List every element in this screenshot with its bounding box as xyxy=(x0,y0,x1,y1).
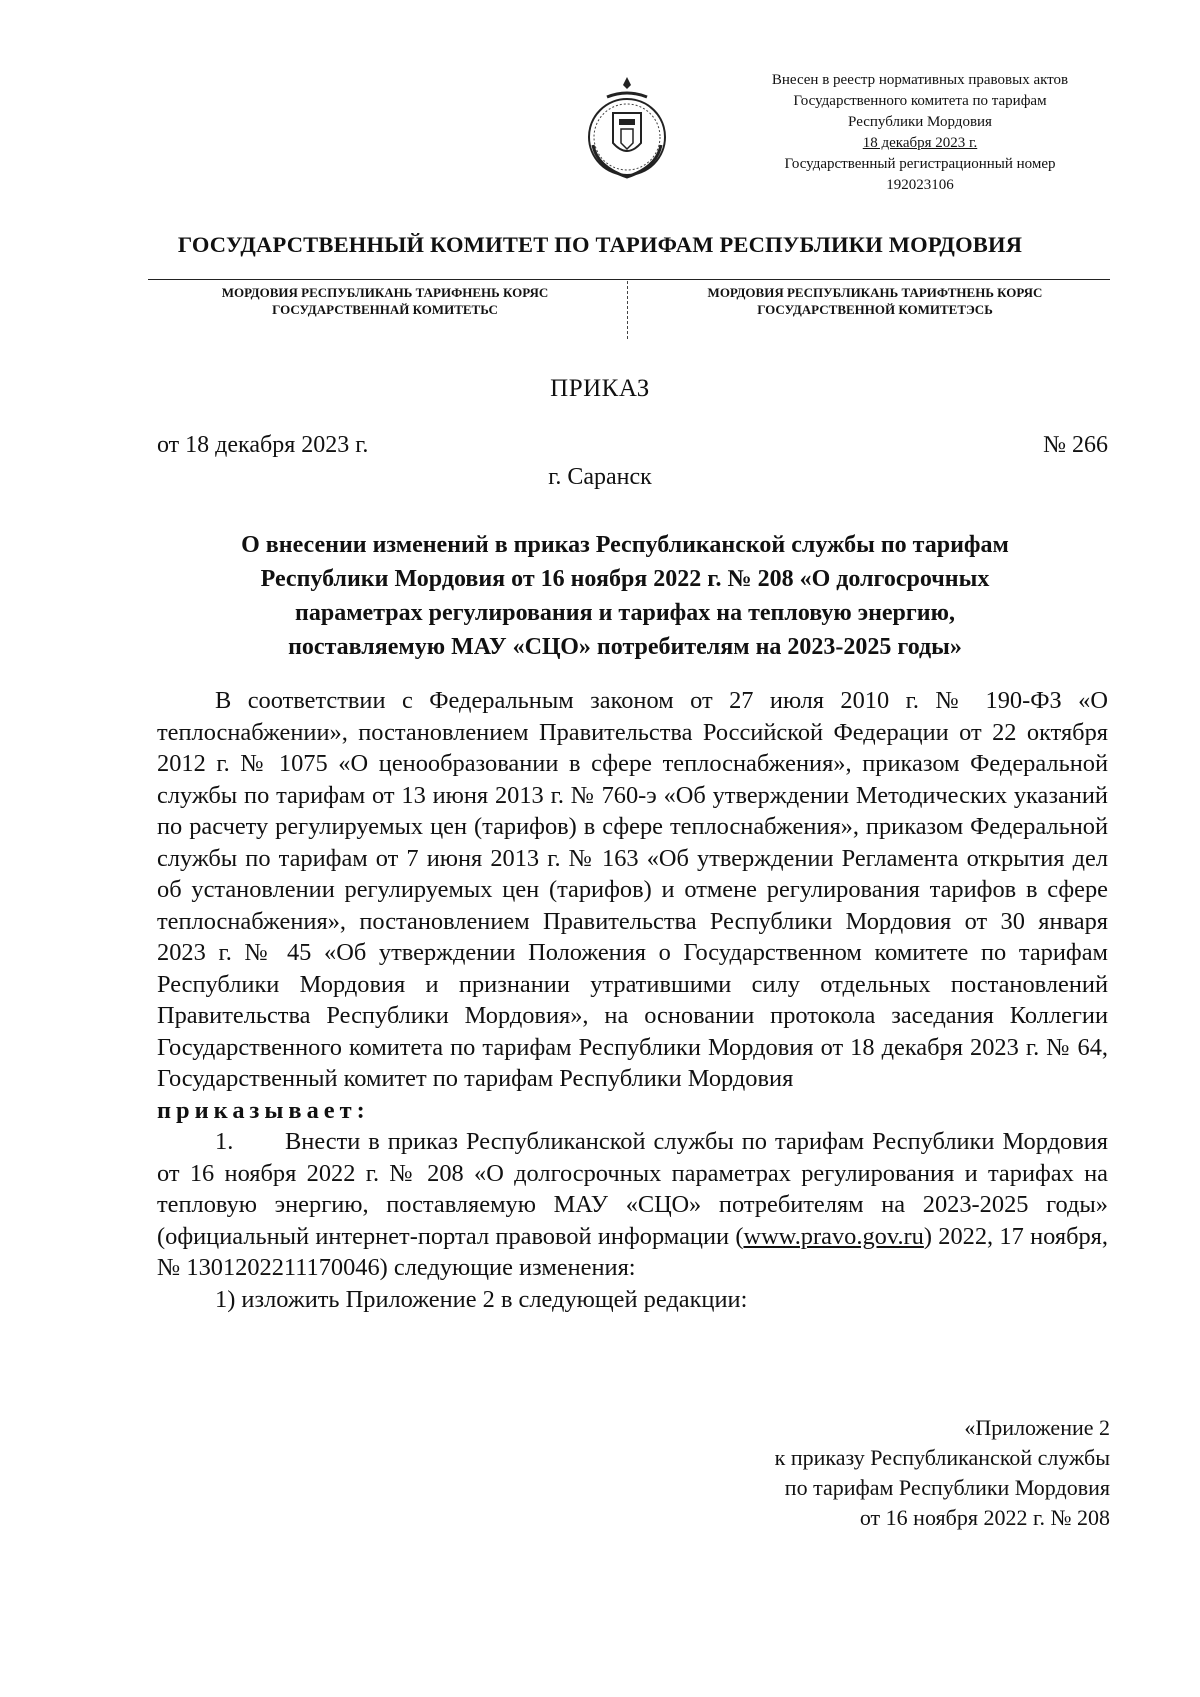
erzya-line-1: МОРДОВИЯ РЕСПУБЛИКАНЬ ТАРИФТНЕНЬ КОРЯС xyxy=(707,285,1043,300)
document-body xyxy=(157,685,1108,1315)
item-1-text: Внести в приказ Республиканской службы по тарифам Республики Мордовия от 16 ноября 2022 г. № 208 «О долгосрочных параметрах регулирования и тарифах на тепловую энергию, поставляемую МАУ «СЦО» потребителям на 2023-2025 годы» (официальный интернет-портал правовой информации ( xyxy=(157,1128,1108,1250)
appendix-reference xyxy=(775,1413,1110,1533)
preamble-paragraph: В соответствии с Федеральным законом от 27 июля 2010 г. № 190-ФЗ «О теплоснабжении», постановлением Правительства Российской Федерации от 22 октября 2012 г. № 1075 «О ценообразовании в сфере теплоснабжения», приказом Федеральной службы по тарифам от 13 июня 2013 г. № 760-э «Об утверждении Методических указаний по расчету регулируемых цен (тарифов) в сфере теплоснабжения», приказом Федеральной службы по тарифам от 7 июня 2013 г. № 163 «Об утверждении Регламента открытия дел об установлении регулируемых цен (тарифов) и отмене регулирования тарифов в сфере теплоснабжения», постановлением Правительства Республики Мордовия от 30 января 2023 г. № 45 «Об утверждении Положения о Государственном комитете по тарифам Республики Мордовия и признании утратившими силу отдельных постановлений Правительства Республики Мордовия», на основании протокола заседания Коллегии Государственного комитета по тарифам Республики Мордовия от 18 декабря 2023 г. № 64, Государственный комитет по тарифам Республики Мордовия xyxy=(157,687,1108,1092)
registry-number: 192023106 xyxy=(886,177,954,193)
heading-line-3: параметрах регулирования и тарифах на тепловую энергию, xyxy=(295,600,955,626)
organization-title: ГОСУДАРСТВЕННЫЙ КОМИТЕТ ПО ТАРИФАМ РЕСПУБЛИКИ МОРДОВИЯ xyxy=(177,232,1023,257)
erzya-line-2: ГОСУДАРСТВЕННОЙ КОМИТЕТЭСЬ xyxy=(757,302,993,317)
heading-line-1: О внесении изменений в приказ Республиканской службы по тарифам xyxy=(241,532,1009,558)
registry-note xyxy=(720,70,1120,196)
registry-line-3: Республики Мордовия xyxy=(848,114,992,130)
decree-word: приказывает: xyxy=(157,1096,370,1124)
header-vertical-divider xyxy=(627,281,628,339)
coat-of-arms-emblem xyxy=(583,75,671,185)
registry-line-5: Государственный регистрационный номер xyxy=(784,156,1056,172)
heading-line-2: Республики Мордовия от 16 ноября 2022 г. № 208 «О долгосрочных xyxy=(260,566,990,592)
document-date: от 18 декабря 2023 г. xyxy=(157,432,369,458)
registry-line-1: Внесен в реестр нормативных правовых актов xyxy=(771,72,1069,88)
organization-name-moksha xyxy=(155,284,615,318)
heading-line-4: поставляемую МАУ «СЦО» потребителям на 2023-2025 годы» xyxy=(288,634,962,660)
item-1-text-end: ) 2022, 17 ноября, № 1301202211170046) следующие изменения: xyxy=(157,1222,1108,1281)
organization-name-erzya xyxy=(640,284,1110,318)
item-1-paragraph xyxy=(157,1126,1108,1284)
header-divider xyxy=(148,279,1110,280)
document-type: ПРИКАЗ xyxy=(550,375,650,402)
document-number: № 266 xyxy=(1043,432,1108,458)
registry-line-2: Государственного комитета по тарифам xyxy=(793,93,1047,109)
subitem-1: 1) изложить Приложение 2 в следующей редакции: xyxy=(215,1285,748,1313)
document-heading xyxy=(150,528,1100,664)
moksha-line-2: ГОСУДАРСТВЕННАЙ КОМИТЕТЬС xyxy=(272,302,498,317)
appendix-line-4: от 16 ноября 2022 г. № 208 xyxy=(859,1505,1110,1530)
appendix-line-1: «Приложение 2 xyxy=(964,1415,1110,1440)
document-city: г. Саранск xyxy=(548,464,652,490)
item-1-number: 1. xyxy=(215,1128,234,1155)
appendix-line-2: к приказу Республиканской службы xyxy=(774,1445,1110,1470)
registry-date: 18 декабря 2023 г. xyxy=(862,135,978,151)
appendix-line-3: по тарифам Республики Мордовия xyxy=(784,1475,1110,1500)
pravo-gov-link[interactable]: www.pravo.gov.ru xyxy=(743,1222,924,1250)
moksha-line-1: МОРДОВИЯ РЕСПУБЛИКАНЬ ТАРИФНЕНЬ КОРЯС xyxy=(221,285,549,300)
